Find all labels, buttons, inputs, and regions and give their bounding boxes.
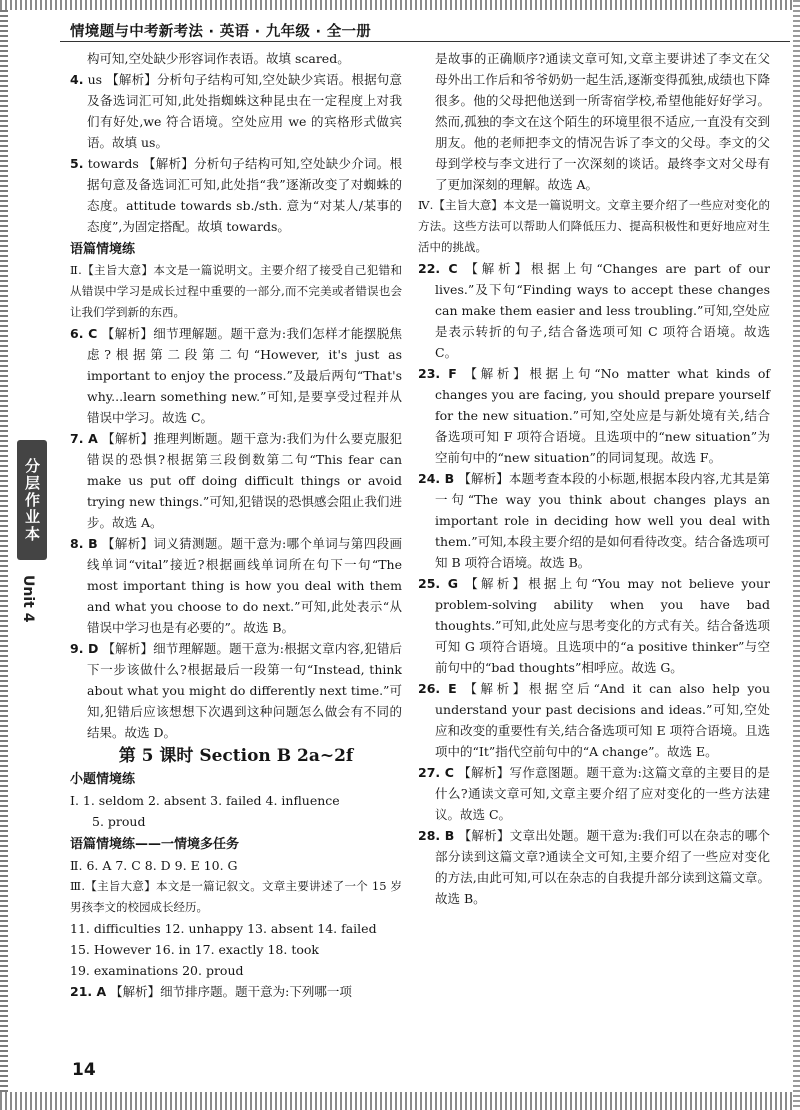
summary-II: Ⅱ.【主旨大意】本文是一篇说明文。主要介绍了接受自己犯错和从错误中学习是成长过程中重要的一部分,而不完美或者错误也会让我们学到新的东西。: [70, 263, 402, 319]
answers-III-row2: 15. However 16. in 17. exactly 18. took: [70, 942, 319, 957]
scan-edge-top: [0, 0, 800, 10]
answer-item-6: 6. C 【解析】细节理解题。题干意为:我们怎样才能摆脱焦虑?根据第二段第二句“However, it's just as important to enjoy the process.”及最后两句“That's why...learn something new.”可知,是要享受过程并从错误中学习。故选 C。: [70, 326, 402, 425]
section-heading-multitask: 语篇情境练——一情境多任务: [70, 837, 240, 852]
summary-IV: Ⅳ.【主旨大意】本文是一篇说明文。文章主要介绍了一些应对变化的方法。这些方法可以帮助人们降低压力、提高积极性和更好地应对生活中的挑战。: [418, 198, 770, 254]
answer-item-28: 28. B 【解析】文章出处题。题干意为:我们可以在杂志的哪个部分读到这篇文章?通读全文可知,主要介绍了一些应对变化的方法,由此可知,可以在杂志的自我提升部分读到这篇文章。故选 B。: [418, 828, 770, 906]
answer-item-21: 21. A 【解析】细节排序题。题干意为:下列哪一项: [70, 984, 352, 999]
summary-III: Ⅲ.【主旨大意】本文是一篇记叙文。文章主要讲述了一个 15 岁男孩李文的校园成长经历。: [70, 879, 402, 914]
answers-III-row1: 11. difficulties 12. unhappy 13. absent 14. failed: [70, 921, 377, 936]
answers-III-row3: 19. examinations 20. proud: [70, 963, 244, 978]
answers-I-row2: 5. proud: [92, 814, 146, 829]
answer-item-26: 26. E 【解析】根据空后“And it can also help you understand your past decisions and ideas.”可知,空处应和改变的重要性有关,结合备选项可知 E 项符合语境。且选项中的“It”指代空前句中的“A change”。故选 E。: [418, 681, 770, 759]
answers-I-row1: Ⅰ. 1. seldom 2. absent 3. failed 4. influence: [70, 793, 340, 808]
section-heading-quick: 小题情境练: [70, 772, 136, 787]
header-rule: [60, 41, 790, 42]
answer-item-22: 22. C 【解析】根据上句“Changes are part of our lives.”及下句“Finding ways to accept these changes can make them easier and less troubling.”可知,空处应是表示转折的句子,结合备选项可知 C 项符合语境。故选 C。: [418, 261, 770, 360]
lesson-title: 第 5 课时 Section B 2a~2f: [118, 746, 354, 766]
answer-item-4: 4. us 【解析】分析句子结构可知,空处缺少宾语。根据句意及备选词汇可知,此处指蜘蛛这种昆虫在一定程度上对我们有好处,we 符合语境。空处应用 we 的宾格形式做宾语。故填 us。: [70, 72, 402, 150]
answer-item-27: 27. C 【解析】写作意图题。题干意为:这篇文章的主要目的是什么?通读文章可知,文章主要介绍了应对变化的一些方法建议。故选 C。: [418, 765, 770, 822]
answer-21-continued: 是故事的正确顺序?通读文章可知,文章主要讲述了李文在父母外出工作后和爷爷奶奶一起生活,逐渐变得孤独,成绩也下降很多。他的父母把他送到一所寄宿学校,希望他能好好学习。然而,孤独的李文在这个陌生的环境里很不适应,一直没有交到朋友。他的老师把李文的情况告诉了李文的父母。李文的父母到学校与李文进行了一次深刻的谈话。最终李文对父母有了更加深刻的理解。故选 A。: [435, 51, 770, 192]
answer-item-8: 8. B 【解析】词义猜测题。题干意为:哪个单词与第四段画线单词“vital”接近?根据画线单词所在句下一句“The most important thing is how you deal with them and what you choose to do next.”可知,此处表示“从错误中学习也是有必要的”。故选 B。: [70, 536, 402, 635]
scan-edge-right: [793, 0, 800, 1110]
side-tab-label: 分层作业本: [17, 440, 47, 560]
section-heading-reading: 语篇情境练: [70, 242, 136, 257]
answers-II: Ⅱ. 6. A 7. C 8. D 9. E 10. G: [70, 858, 238, 873]
scan-edge-bottom: [0, 1092, 800, 1110]
answer-item-7: 7. A 【解析】推理判断题。题干意为:我们为什么要克服犯错误的恐惧?根据第三段倒数第二句“This fear can make us put off doing difficult things or avoid trying new things.”可知,犯错误的恐惧感会阻止我们进步。故选 A。: [70, 431, 402, 530]
answer-item-5: 5. towards 【解析】分析句子结构可知,空处缺少介词。根据句意及备选词汇可知,此处指“我”逐渐改变了对蜘蛛的态度。attitude towards sb./sth. 意为“对某人/某事的态度”,为固定搭配。故填 towards。: [70, 156, 402, 234]
answer-item-25: 25. G 【解析】根据上句“You may not believe your problem-solving ability when you have bad thoughts.”可知,此处应与思考变化的方式有关。结合备选项可知 G 项符合语境。且选项中的“a positive thinker”与空前句中的“bad thoughts”相呼应。故选 G。: [418, 576, 770, 675]
right-column: [418, 48, 770, 909]
scan-edge-left: [0, 0, 8, 1110]
continued-text: 构可知,空处缺少形容词作表语。故填 scared。: [87, 51, 350, 66]
answer-item-23: 23. F 【解析】根据上句“No matter what kinds of changes you are facing, you should prepare yourself for the new situation.”可知,空处应是与新处境有关,结合备选项可知 F 项符合语境。且选项中的“new situation”为空前句中的“new situation”的同词复现。故选 F。: [418, 366, 770, 465]
page-number: 14: [72, 1060, 96, 1080]
side-tab-unit: Unit 4: [20, 575, 36, 623]
answer-item-9: 9. D 【解析】细节理解题。题干意为:根据文章内容,犯错后下一步该做什么?根据最后一段第一句“Instead, think about what you might do differently next time.”可知,犯错后应该想想下次遇到这种问题怎么做会有不同的结果。故选 D。: [70, 641, 402, 740]
running-header: 情境题与中考新考法 · 英语 · 九年级 · 全一册: [70, 24, 372, 40]
answer-item-24: 24. B 【解析】本题考查本段的小标题,根据本段内容,尤其是第一句“The way you think about changes plays an important role in deciding how well you deal with them.”可知,本段主要介绍的是如何看待改变。结合备选项可知 B 项符合语境。故选 B。: [418, 471, 770, 570]
left-column: [70, 48, 402, 1002]
